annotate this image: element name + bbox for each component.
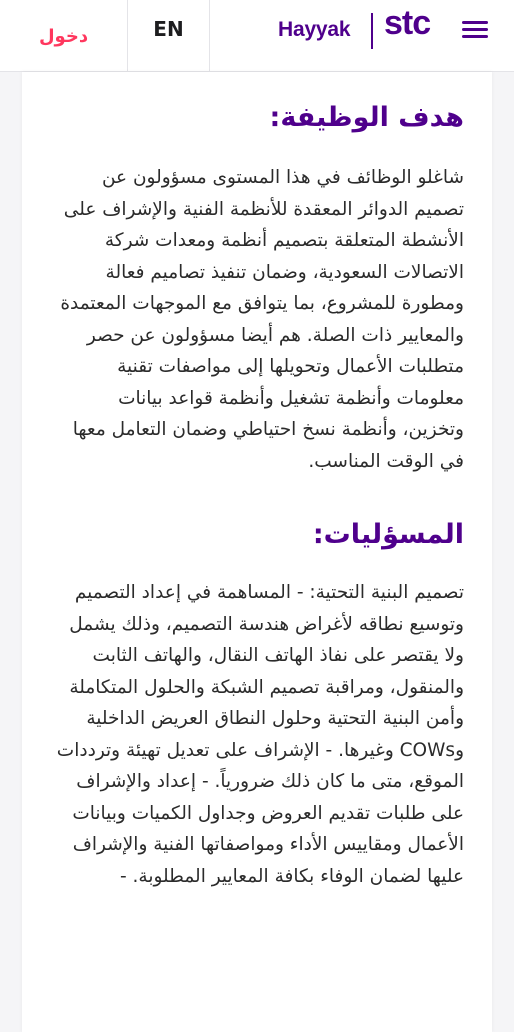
brand-hayyak-logo: Hayyak <box>278 18 351 41</box>
job-purpose-text: شاغلو الوظائف في هذا المستوى مسؤولون عن تصميم الدوائر المعقدة للأنظمة الفنية والإشراف على الأنشطة المتعلقة بتصميم أنظمة ومعدات شركة الاتصالات السعودية، وضمان تنفيذ تصاميم فعالة ومطورة للمشروع، بما يتوافق مع الموجهات المعتمدة والمعايير ذات الصلة. هم أيضا مسؤولون عن حصر متطلبات الأعمال وتحويلها إلى مواصفات تقنية معلومات وأنظمة تشغيل وأنظمة قواعد بيانات وتخزين، وأنظمة نسخ احتياطي وضمان التعامل معها في الوقت المناسب. <box>60 167 464 472</box>
hamburger-menu-icon[interactable] <box>460 18 490 42</box>
brand-divider <box>371 13 373 49</box>
responsibilities-title: المسؤليات: <box>312 519 464 550</box>
brand-stc-logo: stc <box>384 4 431 42</box>
responsibilities-text: تصميم البنية التحتية: - المساهمة في إعداد التصميم وتوسيع نطاقه لأغراض هندسة التصميم، وذلك يشمل ولا يقتصر على نفاذ الهاتف النقال، والهاتف الثابت والمنقول، ومراقبة تصميم الشبكة والحلول المتكاملة وأمن البنية التحتية وحلول النطاق العريض الداخلية وCOWs وغيرها. - الإشراف على تعديل تهيئة وترددات الموقع، متى ما كان ذلك ضرورياً. - إعداد والإشراف على طلبات تقديم العروض وجداول الكميات وبيانات الأعمال ومقاييس الأداء ومواصفاتها الفنية والإشراف عليها لضمان الوفاء بكافة المعايير المطلوبة. - <box>56 582 464 887</box>
login-button[interactable]: دخول <box>0 0 128 72</box>
top-header <box>0 0 514 72</box>
job-description-content <box>52 96 464 892</box>
job-purpose-title: هدف الوظيفة: <box>269 102 464 133</box>
language-toggle-button[interactable]: EN <box>128 0 210 72</box>
